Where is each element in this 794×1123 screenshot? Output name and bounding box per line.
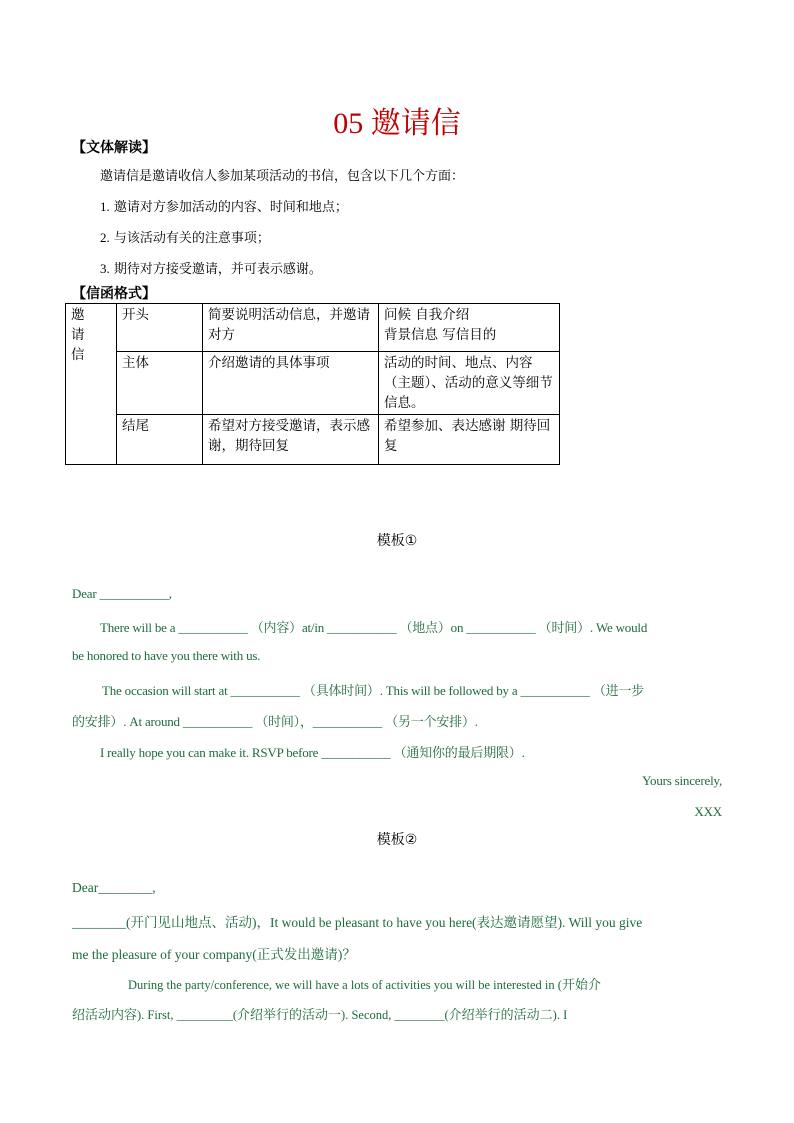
template-1-paragraph-2-line-1: The occasion will start at ___________ （具体时间）. This will be followed by a ___________ （进一步 [102, 683, 645, 699]
table-cell-part: 结尾 [117, 415, 203, 465]
table-label-cell: 邀 请 信 [66, 304, 117, 465]
template-1-closing: Yours sincerely, [642, 773, 722, 788]
page-title: 05 邀请信 [333, 107, 461, 140]
template-2-greeting: Dear________, [72, 880, 156, 895]
template-1-paragraph-1-line-2: be honored to have you there with us. [72, 648, 261, 663]
table-cell-desc: 介绍邀请的具体事项 [203, 352, 379, 415]
table-cell-content: 希望参加、表达感谢 期待回复 [379, 415, 560, 465]
intro-text: 邀请信是邀请收信人参加某项活动的书信，包含以下几个方面： [100, 169, 465, 184]
intro-item-3: 3. 期待对方接受邀请，并可表示感谢。 [100, 261, 322, 277]
template-1-paragraph-3: I really hope you can make it. RSVP before ___________ （通知你的最后期限）. [100, 745, 525, 761]
template-2-line-4: 绍活动内容). First, _________(介绍举行的活动一). Second, ________(介绍举行的活动二). I [72, 1008, 568, 1023]
template-1-signature: XXX [694, 804, 722, 819]
table-row [66, 352, 560, 415]
template-1-paragraph-2-line-2: 的安排）. At around ___________ （时间），___________ （另一个安排）. [72, 714, 478, 730]
table-cell-desc: 希望对方接受邀请，表示感谢，期待回复 [203, 415, 379, 465]
letter-format-table [65, 303, 560, 465]
table-row [66, 415, 560, 465]
intro-item-1: 1. 邀请对方参加活动的内容、时间和地点； [100, 199, 348, 215]
table-cell-content: 问候 自我介绍 背景信息 写信目的 [379, 304, 560, 352]
table-row [66, 304, 560, 352]
table-cell-desc: 简要说明活动信息，并邀请对方 [203, 304, 379, 352]
intro-item-2: 2. 与该活动有关的注意事项； [100, 230, 270, 246]
section-heading-format: 【信函格式】 [72, 286, 156, 302]
template-1-greeting: Dear ___________, [72, 586, 172, 601]
template-2-heading: 模板② [376, 832, 418, 848]
template-2-line-1: ________(开门见山地点、活动)，It would be pleasant to have you here(表达邀请愿望). Will you give [72, 915, 643, 931]
table-cell-content: 活动的时间、地点、内容（主题）、活动的意义等细节信息。 [379, 352, 560, 415]
template-2-line-2: me the pleasure of your company(正式发出邀请)？ [72, 947, 356, 963]
template-1-heading: 模板① [376, 533, 418, 549]
template-1-paragraph-1-line-1: There will be a ___________ （内容）at/in ___________ （地点）on ___________ （时间）. We would [100, 620, 648, 636]
section-heading-interpretation: 【文体解读】 [72, 140, 156, 156]
table-cell-part: 主体 [117, 352, 203, 415]
template-2-line-3: During the party/conference, we will have a lots of activities you will be interested in (开始介 [128, 978, 601, 993]
table-cell-part: 开头 [117, 304, 203, 352]
